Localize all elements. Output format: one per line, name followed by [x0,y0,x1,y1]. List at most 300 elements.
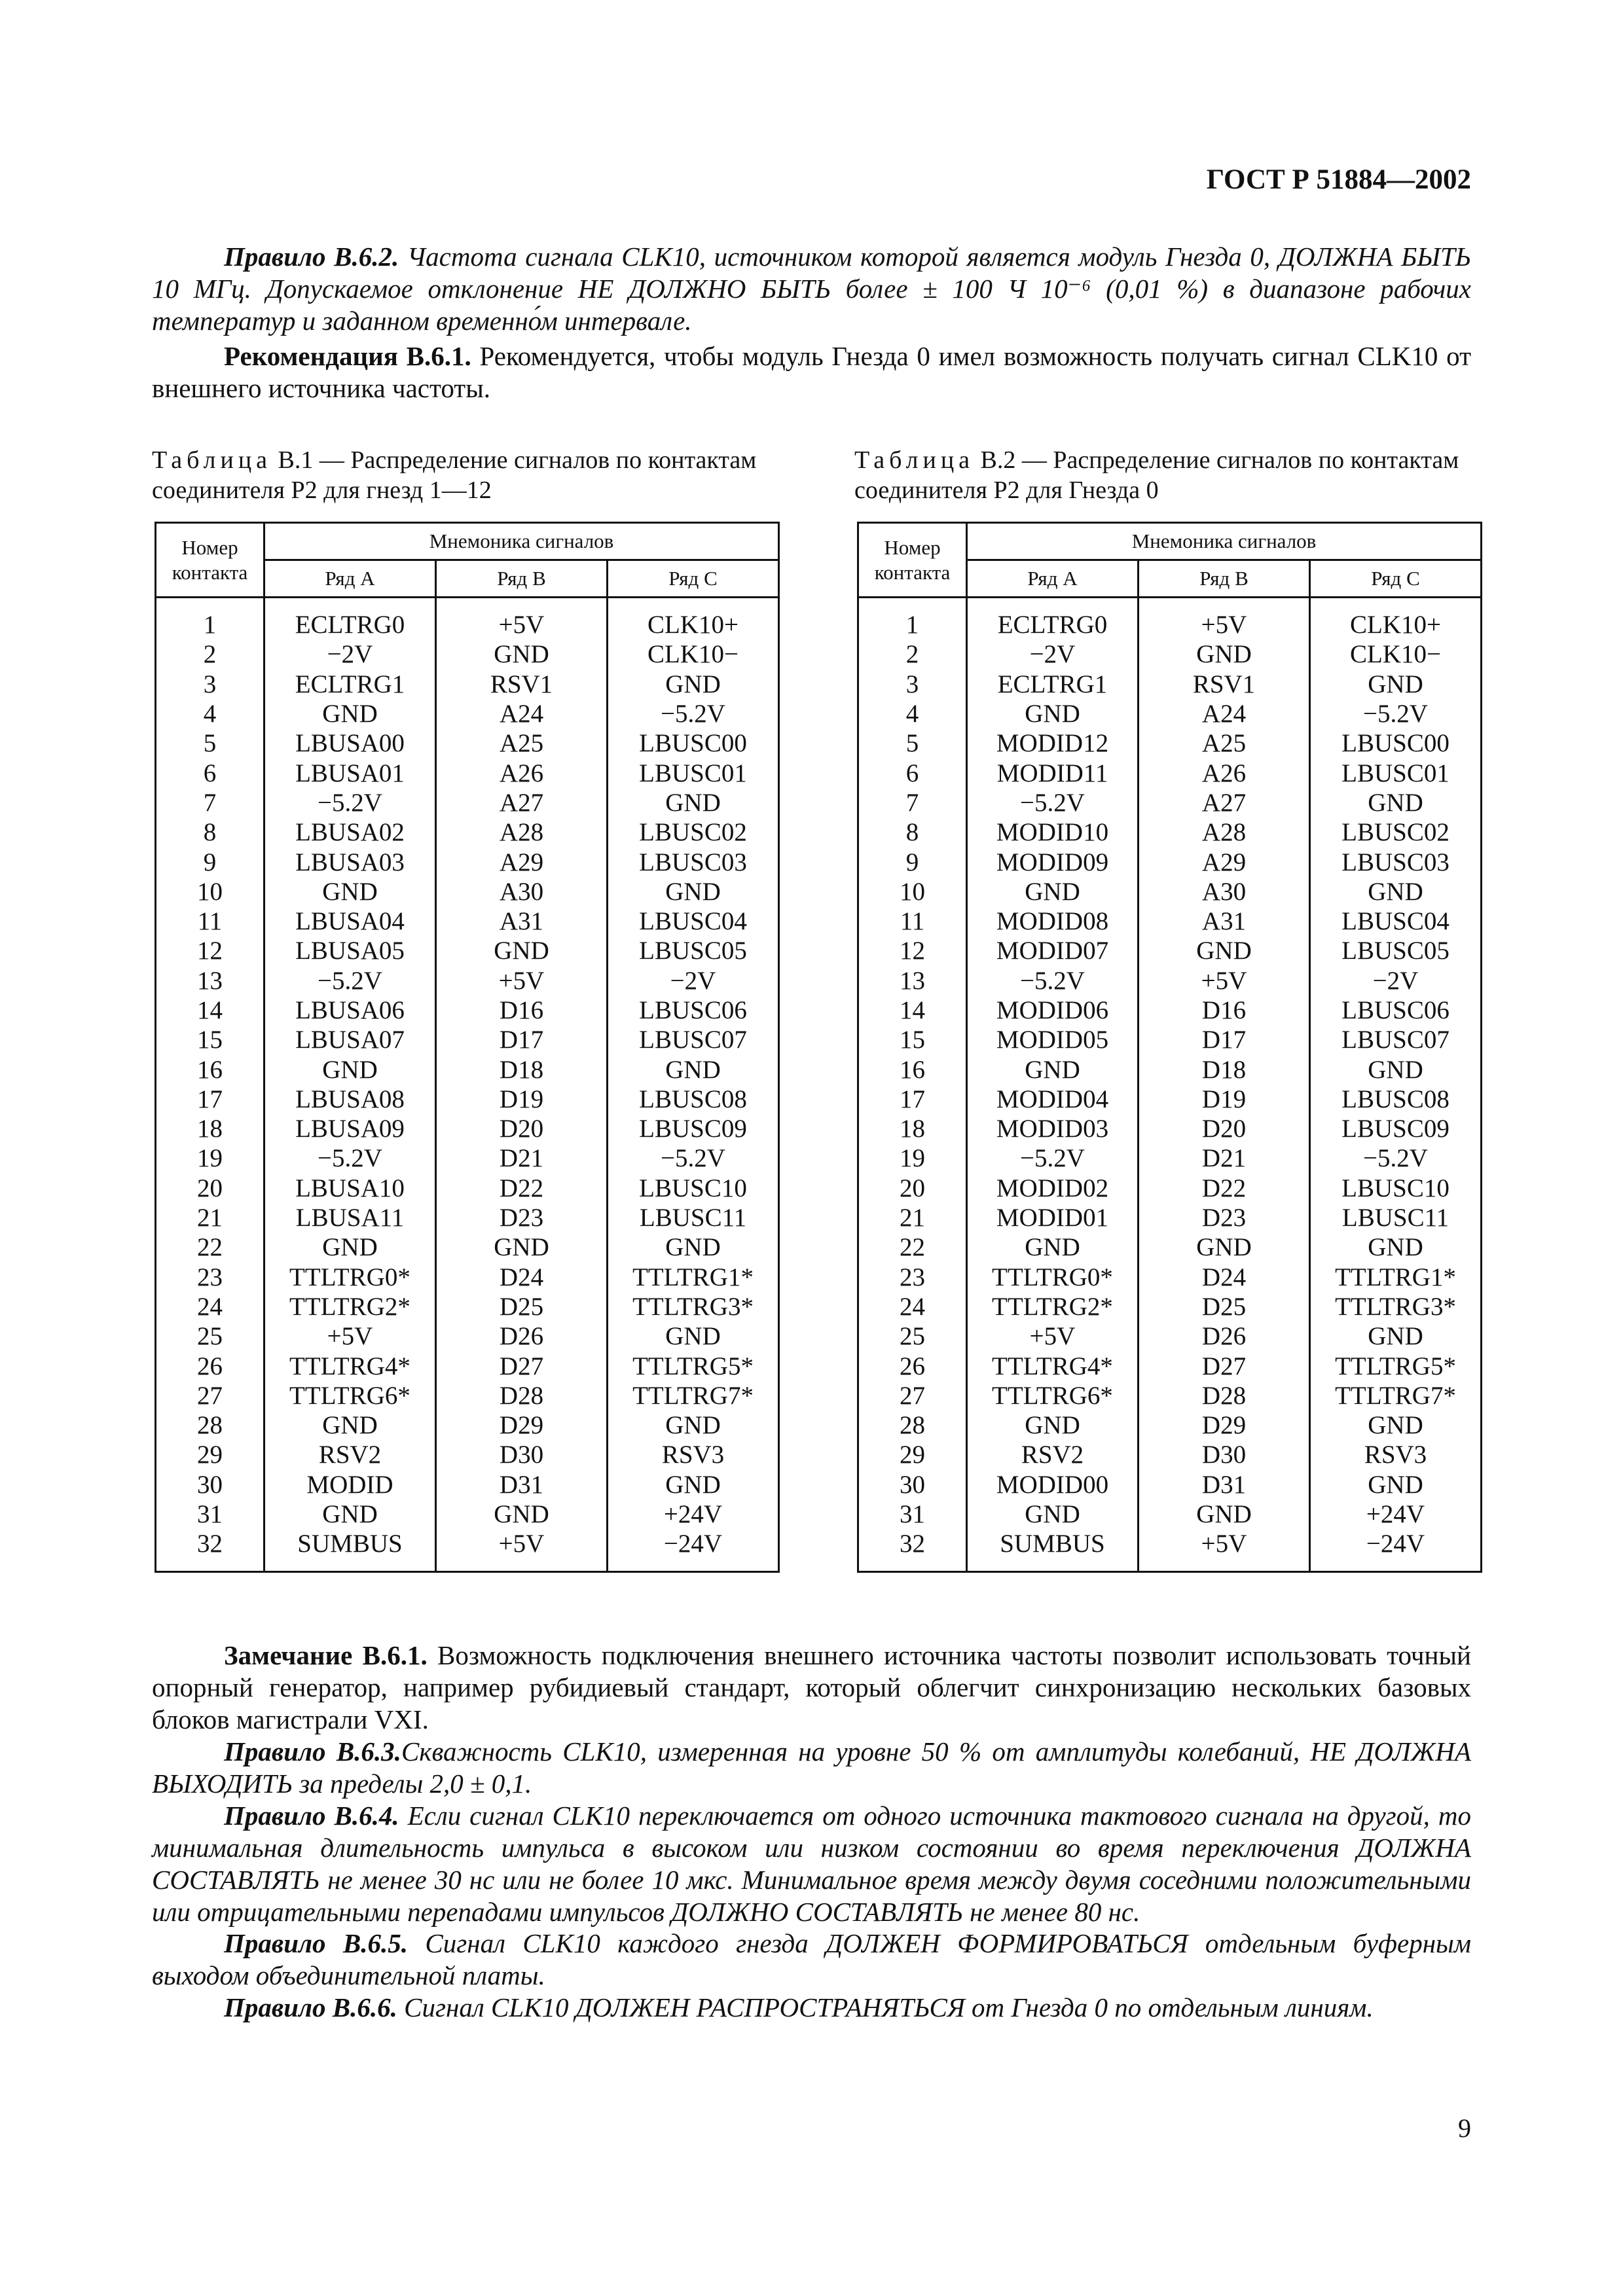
cell-row-c: LBUSC05 [1310,936,1482,965]
cell-row-a: −5.2V [264,966,436,996]
table-row [858,1232,1482,1262]
cell-pin: 8 [858,817,967,847]
rule-b64-lead: Правило В.6.4. [224,1801,399,1831]
table2-header-mnemonic: Мнемоника сигналов [967,523,1482,560]
cell-row-c: LBUSC10 [608,1174,779,1203]
table-row [858,1470,1482,1499]
cell-pin: 31 [156,1499,264,1529]
cell-row-b: D20 [1139,1114,1310,1143]
cell-pin: 21 [156,1203,264,1232]
cell-row-c: TTLTRG7* [608,1381,779,1410]
table-row [858,1203,1482,1232]
table2-caption-label: Таблица [854,446,975,474]
table-row [858,1174,1482,1203]
rule-b63 [152,1736,1471,1800]
cell-row-c: RSV3 [608,1440,779,1469]
cell-row-a: MODID12 [967,728,1139,758]
cell-pin: 19 [156,1143,264,1173]
table-row [156,1321,779,1351]
cell-pin: 12 [858,936,967,965]
table-row [858,728,1482,758]
table2-pin-map [857,522,1482,1573]
table-row [858,906,1482,936]
cell-row-b: +5V [436,1529,608,1571]
document-id: ГОСТ Р 51884—2002 [1206,164,1471,195]
cell-pin: 32 [156,1529,264,1571]
cell-row-a: GND [264,1232,436,1262]
cell-row-a: TTLTRG4* [967,1351,1139,1380]
table-row [156,1351,779,1380]
table-row [858,1025,1482,1054]
cell-row-a: GND [967,1232,1139,1262]
cell-row-b: D22 [436,1174,608,1203]
table-row [156,1499,779,1529]
cell-row-a: MODID03 [967,1114,1139,1143]
cell-row-b: GND [1139,1499,1310,1529]
cell-row-a: MODID06 [967,996,1139,1025]
cell-row-b: GND [1139,936,1310,965]
cell-row-c: LBUSC08 [608,1085,779,1114]
cell-row-b: A28 [436,817,608,847]
table2-header-row-c: Ряд С [1310,560,1482,598]
cell-row-b: D30 [436,1440,608,1469]
cell-pin: 1 [858,598,967,640]
table-row [156,847,779,876]
cell-row-a: SUMBUS [967,1529,1139,1571]
cell-row-b: D24 [1139,1263,1310,1292]
table-row [858,670,1482,699]
cell-pin: 25 [858,1321,967,1351]
cell-row-a: SUMBUS [264,1529,436,1571]
cell-row-a: TTLTRG0* [264,1263,436,1292]
cell-row-c: −24V [608,1529,779,1571]
cell-row-b: A26 [436,758,608,787]
table-row [156,1410,779,1440]
cell-row-b: RSV1 [436,670,608,699]
cell-row-c: LBUSC11 [608,1203,779,1232]
table-row [858,1085,1482,1114]
cell-row-c: GND [1310,1054,1482,1084]
table2-body [858,598,1482,1572]
cell-row-a: −5.2V [264,788,436,817]
table-row [156,906,779,936]
cell-row-c: LBUSC01 [608,758,779,787]
cell-pin: 16 [858,1054,967,1084]
cell-pin: 18 [156,1114,264,1143]
table-row [858,877,1482,906]
rule-b65 [152,1928,1471,1992]
cell-row-b: A28 [1139,817,1310,847]
table2-caption-text: В.2 — Распределение сигналов по контактам соединителя P2 для Гнезда 0 [854,446,1459,504]
cell-pin: 30 [156,1470,264,1499]
cell-row-c: GND [608,1410,779,1440]
cell-row-a: GND [264,1410,436,1440]
table1-body [156,598,779,1572]
cell-pin: 27 [156,1381,264,1410]
cell-row-a: ECLTRG1 [967,670,1139,699]
cell-row-c: LBUSC06 [608,996,779,1025]
table-row [858,817,1482,847]
cell-row-c: LBUSC11 [1310,1203,1482,1232]
cell-row-c: LBUSC00 [608,728,779,758]
cell-row-a: MODID08 [967,906,1139,936]
cell-row-b: A29 [1139,847,1310,876]
rule-b62-lead: Правило В.6.2. [224,242,399,272]
table1-caption-text: В.1 — Распределение сигналов по контактам соединителя P2 для гнезд 1—12 [152,446,757,504]
cell-row-c: −24V [1310,1529,1482,1571]
cell-pin: 3 [156,670,264,699]
cell-row-a: LBUSA11 [264,1203,436,1232]
cell-row-b: D23 [436,1203,608,1232]
cell-row-a: GND [967,1499,1139,1529]
cell-pin: 7 [156,788,264,817]
table-row [156,1174,779,1203]
cell-row-b: GND [1139,639,1310,669]
cell-row-b: D27 [436,1351,608,1380]
cell-row-c: CLK10+ [1310,598,1482,640]
cell-row-a: MODID09 [967,847,1139,876]
table-row [858,847,1482,876]
rule-b64-text: Если сигнал CLK10 переключается от одного источника тактового сигнала на другой, то минимальная длительность импульса в высоком или низком состоянии во время переключения ДОЛЖНА СОСТАВЛЯТЬ не менее 30 нс или не более 10 мкс. Минимальное время между двумя соседними положительными или отрицательными перепадами импульсов ДОЛЖНО СОСТАВЛЯТЬ не менее 80 нс. [152,1801,1471,1927]
cell-row-b: D20 [436,1114,608,1143]
table-row [858,1440,1482,1469]
cell-row-a: GND [967,1054,1139,1084]
cell-row-b: A30 [436,877,608,906]
cell-row-b: RSV1 [1139,670,1310,699]
cell-row-c: LBUSC09 [1310,1114,1482,1143]
cell-pin: 2 [156,639,264,669]
cell-pin: 4 [858,699,967,728]
cell-pin: 26 [858,1351,967,1380]
cell-row-a: ECLTRG0 [264,598,436,640]
cell-row-a: −2V [264,639,436,669]
cell-pin: 14 [858,996,967,1025]
cell-pin: 13 [858,966,967,996]
table1-header-mnemonic: Мнемоника сигналов [264,523,779,560]
cell-pin: 28 [156,1410,264,1440]
cell-row-b: D30 [1139,1440,1310,1469]
table-row [858,1263,1482,1292]
cell-pin: 15 [858,1025,967,1054]
cell-row-b: GND [436,639,608,669]
cell-row-c: CLK10− [1310,639,1482,669]
cell-row-b: D26 [1139,1321,1310,1351]
table-row [156,639,779,669]
table-row [858,598,1482,640]
cell-row-c: CLK10+ [608,598,779,640]
cell-pin: 19 [858,1143,967,1173]
cell-row-c: +24V [608,1499,779,1529]
table-row [156,1143,779,1173]
table-row [156,670,779,699]
cell-row-c: LBUSC04 [1310,906,1482,936]
cell-pin: 25 [156,1321,264,1351]
cell-pin: 23 [858,1263,967,1292]
cell-pin: 30 [858,1470,967,1499]
cell-row-a: LBUSA05 [264,936,436,965]
cell-row-a: TTLTRG6* [264,1381,436,1410]
rule-b66 [152,1992,1471,2024]
cell-row-a: GND [264,877,436,906]
cell-row-c: LBUSC07 [608,1025,779,1054]
cell-row-c: −5.2V [1310,1143,1482,1173]
cell-row-b: D21 [1139,1143,1310,1173]
cell-row-c: −2V [1310,966,1482,996]
cell-row-c: LBUSC01 [1310,758,1482,787]
rule-b64 [152,1800,1471,1928]
cell-row-c: TTLTRG7* [1310,1381,1482,1410]
cell-row-b: D25 [436,1292,608,1321]
cell-row-a: −2V [967,639,1139,669]
cell-pin: 9 [156,847,264,876]
recommendation-b61 [152,340,1471,404]
cell-row-b: +5V [1139,1529,1310,1571]
table1-header-row-a: Ряд А [264,560,436,598]
cell-row-c: TTLTRG1* [608,1263,779,1292]
cell-row-a: −5.2V [967,788,1139,817]
cell-row-b: D29 [436,1410,608,1440]
cell-row-a: −5.2V [967,966,1139,996]
cell-pin: 11 [858,906,967,936]
note-b61-lead: Замечание В.6.1. [224,1640,428,1670]
cell-row-c: GND [1310,1410,1482,1440]
cell-row-b: GND [436,936,608,965]
cell-pin: 26 [156,1351,264,1380]
cell-row-a: GND [967,1410,1139,1440]
cell-row-a: RSV2 [264,1440,436,1469]
table-row [858,1529,1482,1571]
cell-row-b: +5V [1139,598,1310,640]
cell-row-c: LBUSC04 [608,906,779,936]
cell-row-b: +5V [436,598,608,640]
cell-pin: 7 [858,788,967,817]
cell-row-c: −2V [608,966,779,996]
cell-pin: 24 [858,1292,967,1321]
cell-row-c: GND [1310,1321,1482,1351]
cell-pin: 20 [156,1174,264,1203]
cell-row-c: GND [608,1232,779,1262]
recommendation-b61-lead: Рекомендация В.6.1. [224,341,471,371]
table-row [858,758,1482,787]
cell-row-b: A26 [1139,758,1310,787]
cell-row-b: A24 [1139,699,1310,728]
cell-row-c: LBUSC02 [1310,817,1482,847]
cell-row-a: TTLTRG4* [264,1351,436,1380]
cell-row-a: MODID04 [967,1085,1139,1114]
cell-row-b: A27 [436,788,608,817]
cell-pin: 22 [156,1232,264,1262]
cell-pin: 3 [858,670,967,699]
cell-row-a: +5V [264,1321,436,1351]
table1-header-row-c: Ряд С [608,560,779,598]
cell-row-c: GND [608,877,779,906]
table-row [156,788,779,817]
cell-row-b: GND [436,1232,608,1262]
cell-pin: 8 [156,817,264,847]
cell-row-c: GND [1310,670,1482,699]
cell-row-c: GND [608,1321,779,1351]
table-row [156,598,779,640]
cell-row-c: TTLTRG1* [1310,1263,1482,1292]
cell-pin: 5 [858,728,967,758]
table1-caption-label: Таблица [152,446,272,474]
cell-pin: 15 [156,1025,264,1054]
table-row [858,1499,1482,1529]
table-row [858,966,1482,996]
cell-row-a: MODID00 [967,1470,1139,1499]
cell-row-a: LBUSA01 [264,758,436,787]
rule-b65-text: Сигнал CLK10 каждого гнезда ДОЛЖЕН ФОРМИРОВАТЬСЯ отдельным буферным выходом объединительной платы. [152,1928,1471,1990]
cell-row-c: TTLTRG5* [1310,1351,1482,1380]
cell-row-b: D27 [1139,1351,1310,1380]
cell-pin: 1 [156,598,264,640]
cell-row-a: GND [967,877,1139,906]
cell-row-a: TTLTRG6* [967,1381,1139,1410]
cell-row-c: TTLTRG3* [608,1292,779,1321]
table-row [858,1381,1482,1410]
table2-header-row-b: Ряд В [1139,560,1310,598]
rule-b62 [152,241,1471,337]
cell-row-a: MODID07 [967,936,1139,965]
cell-row-b: D28 [1139,1381,1310,1410]
rule-b63-lead: Правило В.6.3. [224,1736,401,1767]
table-row [156,996,779,1025]
cell-row-b: D23 [1139,1203,1310,1232]
cell-row-b: D18 [436,1054,608,1084]
cell-pin: 23 [156,1263,264,1292]
cell-row-b: D16 [1139,996,1310,1025]
cell-row-c: LBUSC05 [608,936,779,965]
cell-row-a: LBUSA04 [264,906,436,936]
cell-row-b: D31 [436,1470,608,1499]
cell-row-c: −5.2V [608,1143,779,1173]
cell-row-c: −5.2V [1310,699,1482,728]
table-row [858,1143,1482,1173]
cell-row-b: D22 [1139,1174,1310,1203]
table1-header-row-b: Ряд В [436,560,608,598]
table-row [858,1410,1482,1440]
cell-pin: 31 [858,1499,967,1529]
cell-row-b: D24 [436,1263,608,1292]
cell-row-c: LBUSC06 [1310,996,1482,1025]
cell-row-b: +5V [1139,966,1310,996]
table1-header-pin: Номер контакта [156,523,264,598]
cell-row-a: LBUSA00 [264,728,436,758]
cell-pin: 2 [858,639,967,669]
cell-row-a: −5.2V [967,1143,1139,1173]
cell-row-a: −5.2V [264,1143,436,1173]
cell-row-a: LBUSA07 [264,1025,436,1054]
cell-pin: 9 [858,847,967,876]
cell-row-c: TTLTRG3* [1310,1292,1482,1321]
table-row [156,817,779,847]
cell-pin: 10 [156,877,264,906]
cell-row-b: D19 [436,1085,608,1114]
cell-row-c: CLK10− [608,639,779,669]
cell-pin: 27 [858,1381,967,1410]
cell-row-c: LBUSC03 [1310,847,1482,876]
cell-row-a: MODID05 [967,1025,1139,1054]
cell-row-b: D26 [436,1321,608,1351]
table-row [156,1529,779,1571]
cell-pin: 14 [156,996,264,1025]
table-row [156,877,779,906]
cell-row-a: ECLTRG1 [264,670,436,699]
note-b61-text: Возможность подключения внешнего источника частоты позволит использовать точный опорный генератор, например рубидиевый стандарт, который облегчит синхронизацию нескольких базовых блоков магистрали VXI. [152,1640,1471,1734]
cell-row-a: MODID [264,1470,436,1499]
table-row [156,1054,779,1084]
cell-row-a: GND [264,699,436,728]
cell-row-a: LBUSA06 [264,996,436,1025]
table-row [156,936,779,965]
cell-row-b: D17 [1139,1025,1310,1054]
cell-row-b: A30 [1139,877,1310,906]
cell-pin: 24 [156,1292,264,1321]
table-row [156,1114,779,1143]
cell-row-a: MODID01 [967,1203,1139,1232]
cell-row-c: LBUSC03 [608,847,779,876]
table-row [858,788,1482,817]
rule-b62-text: Частота сигнала CLK10, источником которой является модуль Гнезда 0, ДОЛЖНА БЫТЬ 10 МГц. Допускаемое отклонение НЕ ДОЛЖНО БЫТЬ более ± 100 Ч 10⁻⁶ (0,01 %) в диапазоне рабочих температур и заданном временно́м интервале. [152,242,1471,336]
cell-row-b: D18 [1139,1054,1310,1084]
cell-row-a: GND [264,1499,436,1529]
cell-row-c: RSV3 [1310,1440,1482,1469]
cell-row-c: GND [1310,788,1482,817]
rule-b66-lead: Правило В.6.6. [224,1992,397,2022]
table-row [858,1321,1482,1351]
table2-header-pin: Номер контакта [858,523,967,598]
cell-row-a: +5V [967,1321,1139,1351]
table-row [858,1114,1482,1143]
cell-pin: 6 [156,758,264,787]
cell-pin: 5 [156,728,264,758]
cell-row-b: D21 [436,1143,608,1173]
cell-row-b: A25 [1139,728,1310,758]
table-row [156,699,779,728]
table-row [156,1263,779,1292]
table-row [858,936,1482,965]
cell-row-c: LBUSC02 [608,817,779,847]
cell-row-a: TTLTRG2* [967,1292,1139,1321]
rule-b63-text: Скважность CLK10, измеренная на уровне 50 % от амплитуды колебаний, НЕ ДОЛЖНА ВЫХОДИТЬ за пределы 2,0 ± 0,1. [152,1736,1471,1799]
table-row [156,1203,779,1232]
cell-row-c: TTLTRG5* [608,1351,779,1380]
cell-row-a: LBUSA09 [264,1114,436,1143]
cell-row-c: LBUSC09 [608,1114,779,1143]
cell-row-c: −5.2V [608,699,779,728]
cell-pin: 22 [858,1232,967,1262]
cell-pin: 17 [156,1085,264,1114]
cell-row-b: GND [436,1499,608,1529]
table-row [156,1470,779,1499]
cell-pin: 32 [858,1529,967,1571]
cell-row-b: D29 [1139,1410,1310,1440]
table2-caption [854,445,1476,505]
note-b61 [152,1640,1471,1736]
cell-row-a: ECLTRG0 [967,598,1139,640]
cell-row-c: GND [1310,877,1482,906]
cell-row-b: A31 [436,906,608,936]
table-row [156,1440,779,1469]
table-row [156,1232,779,1262]
table-row [858,1054,1482,1084]
cell-row-b: D28 [436,1381,608,1410]
cell-pin: 6 [858,758,967,787]
table-row [156,728,779,758]
rule-b66-text: Сигнал CLK10 ДОЛЖЕН РАСПРОСТРАНЯТЬСЯ от Гнезда 0 по отдельным линиям. [397,1992,1374,2022]
cell-row-b: A29 [436,847,608,876]
table-row [858,1292,1482,1321]
